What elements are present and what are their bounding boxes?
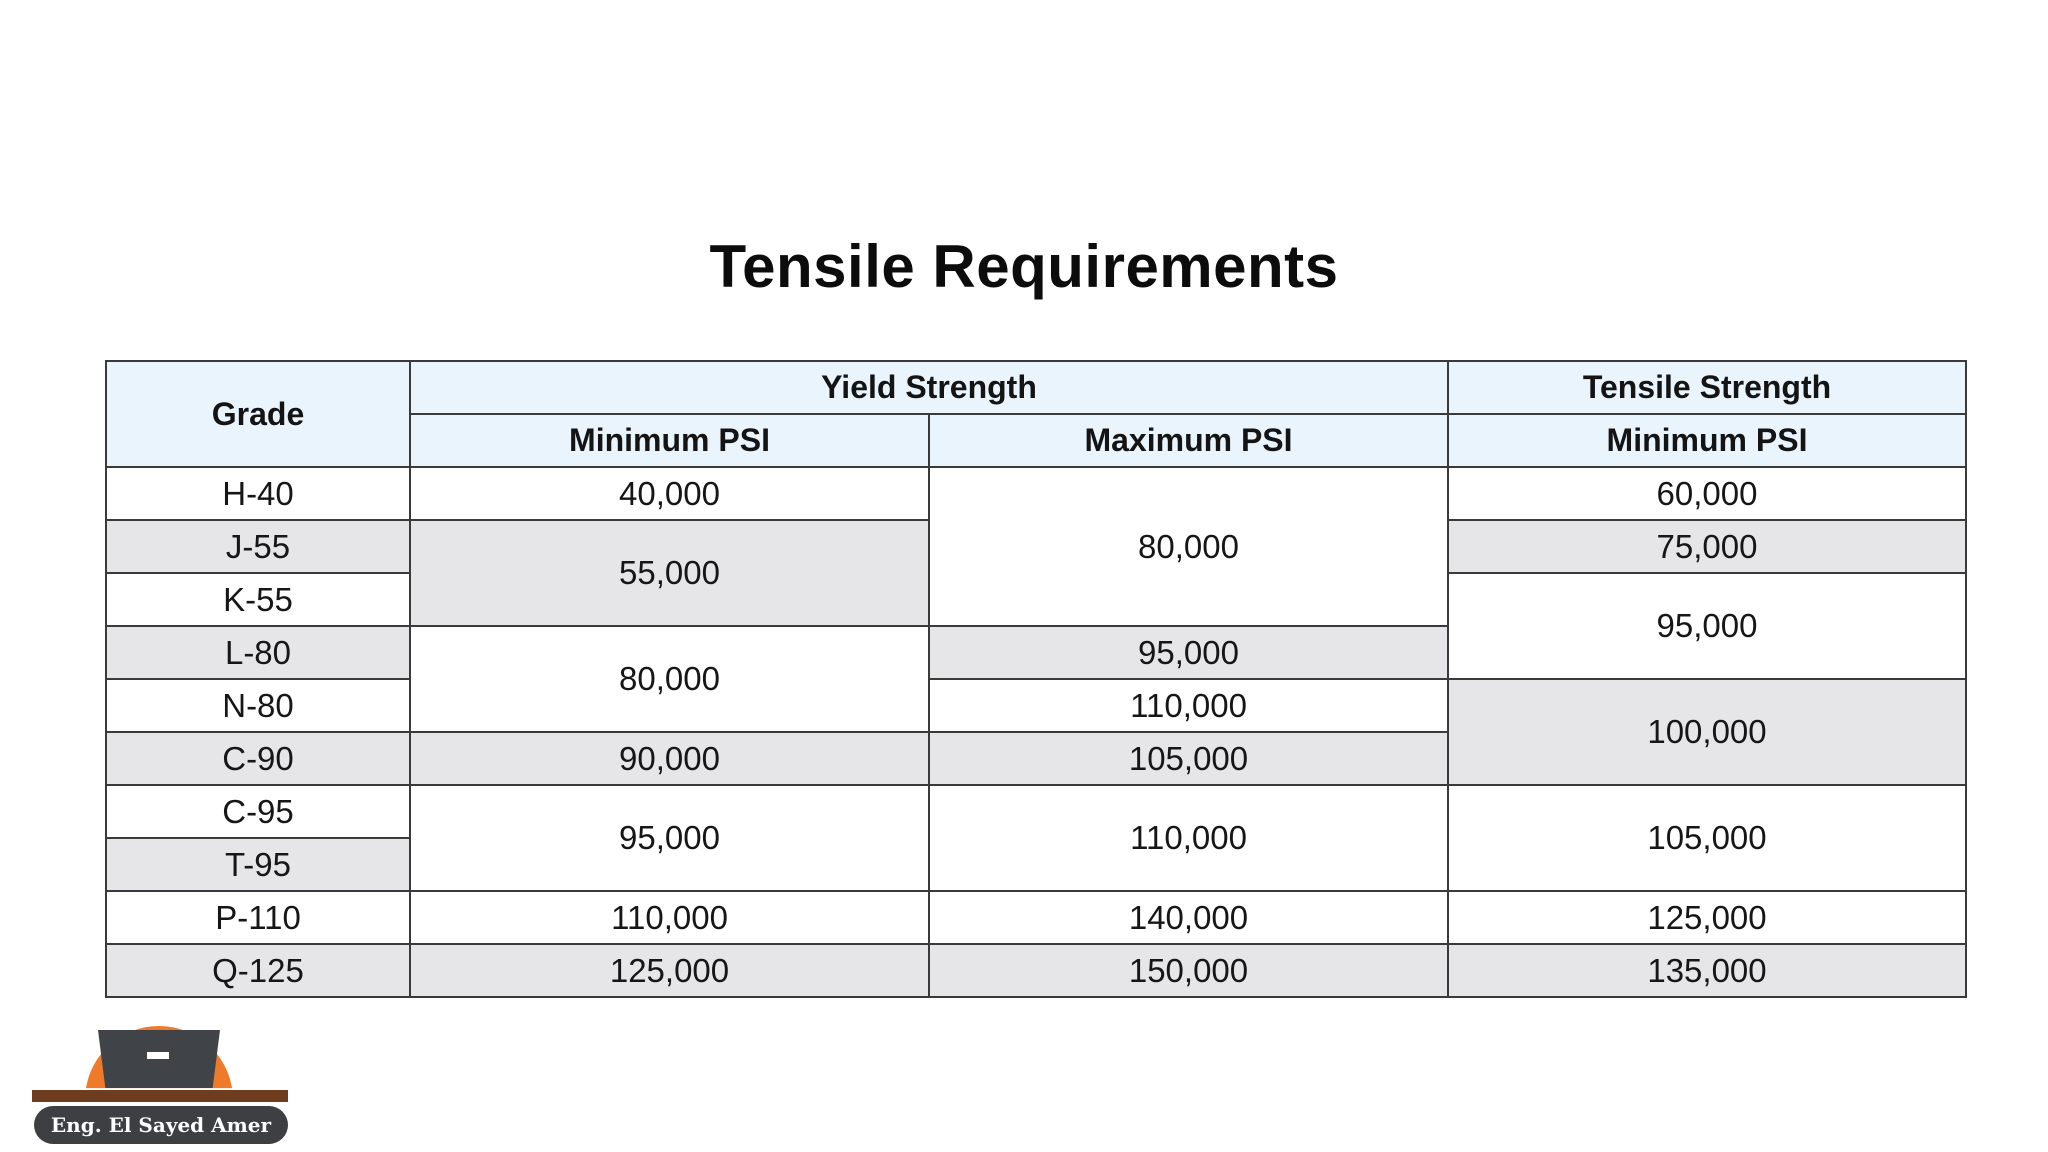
yield-max-cell: 105,000 bbox=[929, 732, 1448, 785]
header-yield-strength: Yield Strength bbox=[410, 361, 1448, 414]
grade-cell: P-110 bbox=[106, 891, 410, 944]
author-name-badge: Eng. El Sayed Amer bbox=[34, 1106, 288, 1144]
yield-max-cell: 150,000 bbox=[929, 944, 1448, 997]
page-title: Tensile Requirements bbox=[709, 233, 1339, 300]
tensile-min-cell: 125,000 bbox=[1448, 891, 1966, 944]
yield-max-cell: 80,000 bbox=[929, 467, 1448, 626]
grade-cell: C-95 bbox=[106, 785, 410, 838]
grade-cell: N-80 bbox=[106, 679, 410, 732]
table-row bbox=[106, 785, 1966, 838]
yield-max-cell: 140,000 bbox=[929, 891, 1448, 944]
grade-cell: Q-125 bbox=[106, 944, 410, 997]
yield-min-cell: 95,000 bbox=[410, 785, 929, 891]
tensile-min-cell: 100,000 bbox=[1448, 679, 1966, 785]
header-yield-maximum-psi: Maximum PSI bbox=[929, 414, 1448, 467]
grade-cell: T-95 bbox=[106, 838, 410, 891]
table-row bbox=[106, 679, 1966, 732]
tensile-min-cell: 60,000 bbox=[1448, 467, 1966, 520]
tensile-min-cell: 105,000 bbox=[1448, 785, 1966, 891]
grade-cell: J-55 bbox=[106, 520, 410, 573]
yield-min-cell: 80,000 bbox=[410, 626, 929, 732]
grade-cell: K-55 bbox=[106, 573, 410, 626]
author-logo bbox=[32, 1018, 292, 1146]
box-icon bbox=[98, 1030, 220, 1088]
tensile-min-cell: 75,000 bbox=[1448, 520, 1966, 573]
yield-max-cell: 110,000 bbox=[929, 785, 1448, 891]
grade-cell: L-80 bbox=[106, 626, 410, 679]
yield-max-cell: 95,000 bbox=[929, 626, 1448, 679]
yield-min-cell: 40,000 bbox=[410, 467, 929, 520]
tensile-min-cell: 135,000 bbox=[1448, 944, 1966, 997]
slot-icon bbox=[147, 1052, 169, 1059]
header-yield-minimum-psi: Minimum PSI bbox=[410, 414, 929, 467]
yield-min-cell: 90,000 bbox=[410, 732, 929, 785]
table-row bbox=[106, 467, 1966, 520]
header-grade: Grade bbox=[106, 361, 410, 467]
grade-cell: C-90 bbox=[106, 732, 410, 785]
table-row bbox=[106, 891, 1966, 944]
grade-cell: H-40 bbox=[106, 467, 410, 520]
yield-max-cell: 110,000 bbox=[929, 679, 1448, 732]
table-row bbox=[106, 944, 1966, 997]
yield-min-cell: 55,000 bbox=[410, 520, 929, 626]
yield-min-cell: 125,000 bbox=[410, 944, 929, 997]
shelf-line bbox=[32, 1090, 288, 1102]
header-tensile-strength: Tensile Strength bbox=[1448, 361, 1966, 414]
tensile-min-cell: 95,000 bbox=[1448, 573, 1966, 679]
yield-min-cell: 110,000 bbox=[410, 891, 929, 944]
tensile-requirements-table bbox=[105, 360, 1967, 998]
header-tensile-minimum-psi: Minimum PSI bbox=[1448, 414, 1966, 467]
